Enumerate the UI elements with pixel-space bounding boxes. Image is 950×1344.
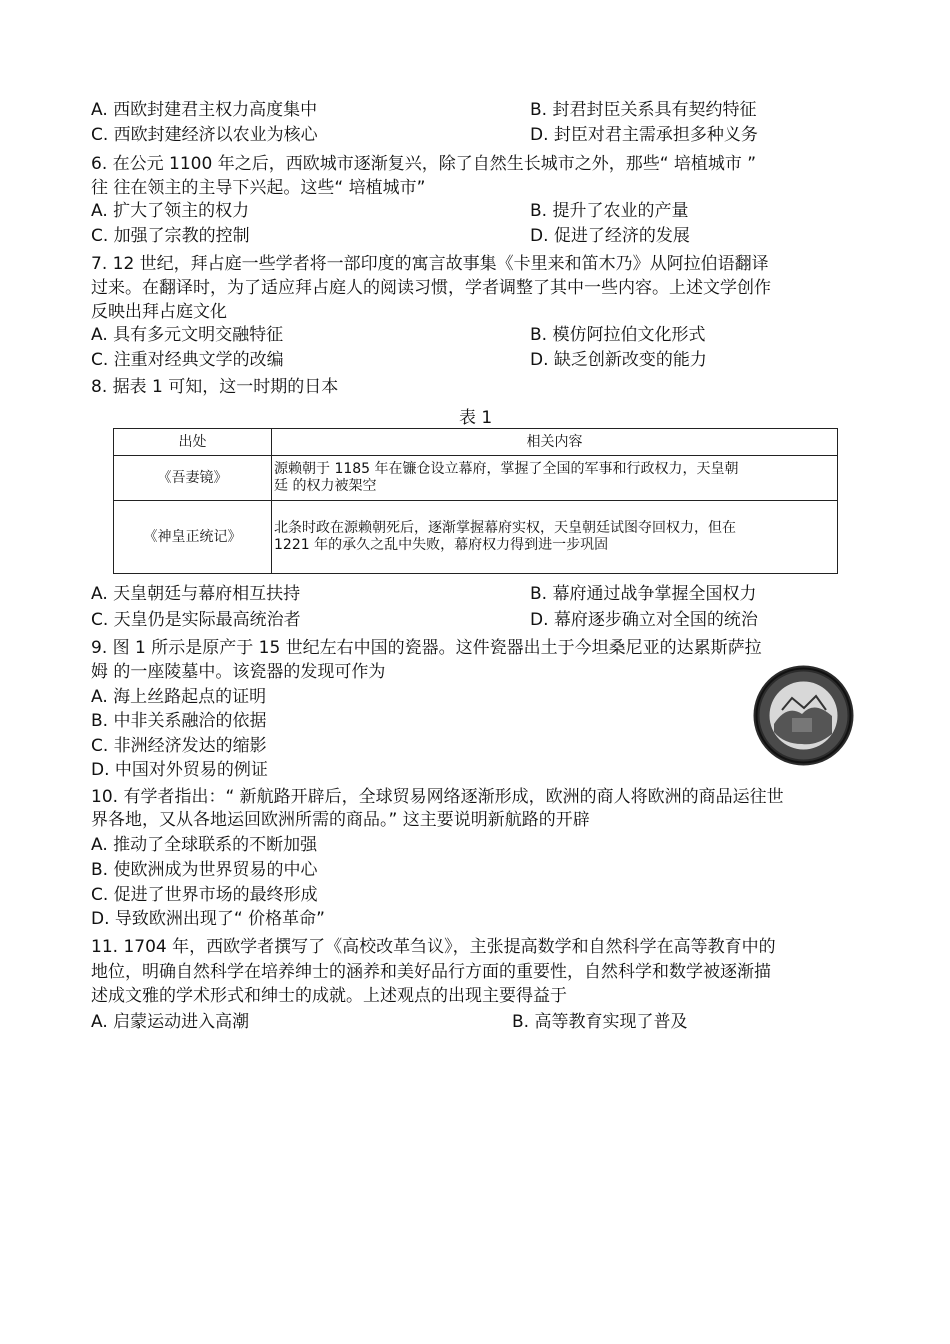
q5-option-b: B. 封君封臣关系具有契约特征 [530,100,757,120]
table-cell-content [272,456,838,501]
q7-option-b: B. 模仿阿拉伯文化形式 [530,325,706,345]
q8-option-a: A. 天皇朝廷与幕府相互扶持 [91,584,301,604]
q8-stem: 8. 据表 1 可知，这一时期的日本 [91,377,339,397]
q7-option-d: D. 缺乏创新改变的能力 [530,350,707,370]
porcelain-plate-image [752,664,855,767]
q11-stem-line2: 地位，明确自然科学在培养绅士的涵养和美好品行方面的重要性，自然科学和数学被逐渐描 [91,962,771,982]
q9-stem-line1: 9. 图 1 所示是原产于 15 世纪左右中国的瓷器。这件瓷器出土于今坦桑尼亚的达累斯萨拉 [91,638,762,658]
history-table [113,428,838,574]
table-cell-source: 《吾妻镜》 [114,456,272,501]
q9-option-b: B. 中非关系融洽的依据 [91,711,267,731]
q6-stem-line2: 往 往在领主的主导下兴起。这些“ 培植城市” [91,178,426,198]
q7-stem-line1: 7. 12 世纪，拜占庭一些学者将一部印度的寓言故事集《卡里来和笛木乃》从阿拉伯语翻译 [91,254,769,274]
q7-option-a: A. 具有多元文明交融特征 [91,325,284,345]
q10-option-c: C. 促进了世界市场的最终形成 [91,885,318,905]
q7-stem-line3: 反映出拜占庭文化 [91,302,227,322]
table-caption: 表 1 [459,408,493,428]
q10-option-b: B. 使欧洲成为世界贸易的中心 [91,860,318,880]
q9-option-d: D. 中国对外贸易的例证 [91,760,268,780]
q7-stem-line2: 过来。在翻译时，为了适应拜占庭人的阅读习惯，学者调整了其中一些内容。上述文学创作 [91,278,771,298]
q8-option-d: D. 幕府逐步确立对全国的统治 [530,610,758,630]
q10-option-d: D. 导致欧洲出现了“ 价格革命” [91,909,325,929]
q11-stem-line3: 述成文雅的学术形式和绅士的成就。上述观点的出现主要得益于 [91,986,567,1006]
q6-option-b: B. 提升了农业的产量 [530,201,689,221]
table-cell-content-line: 北条时政在源赖朝死后，逐渐掌握幕府实权，天皇朝廷试图夺回权力，但在 [274,520,736,536]
q8-option-b: B. 幕府通过战争掌握全国权力 [530,584,757,604]
q6-option-d: D. 促进了经济的发展 [530,226,690,246]
table-cell-content-line: 廷 的权力被架空 [274,478,377,494]
q5-option-a: A. 西欧封建君主权力高度集中 [91,100,318,120]
q10-stem-line2: 界各地，又从各地运回欧洲所需的商品。” 这主要说明新航路的开辟 [91,810,590,830]
table-row [114,501,838,574]
table-header-source: 出处 [114,429,272,456]
q6-option-c: C. 加强了宗教的控制 [91,226,250,246]
q6-stem-line1: 6. 在公元 1100 年之后，西欧城市逐渐复兴，除了自然生长城市之外，那些“ 培植城市 ” [91,154,757,174]
table-header-content: 相关内容 [272,429,838,456]
q9-stem-line2: 姆 的一座陵墓中。该瓷器的发现可作为 [91,662,386,682]
q7-option-c: C. 注重对经典文学的改编 [91,350,284,370]
q9-option-a: A. 海上丝路起点的证明 [91,687,267,707]
table-cell-source: 《神皇正统记》 [114,501,272,574]
table-row [114,456,838,501]
q8-option-c: C. 天皇仍是实际最高统治者 [91,610,301,630]
table-cell-content-line: 1221 年的承久之乱中失败，幕府权力得到进一步巩固 [274,537,609,553]
q11-option-b: B. 高等教育实现了普及 [512,1012,688,1032]
table-cell-content [272,501,838,574]
q10-stem-line1: 10. 有学者指出：“ 新航路开辟后，全球贸易网络逐渐形成，欧洲的商人将欧洲的商品运往世 [91,787,784,807]
q5-option-d: D. 封臣对君主需承担多种义务 [530,125,758,145]
table-cell-content-line: 源赖朝于 1185 年在镰仓设立幕府，掌握了全国的军事和行政权力，天皇朝 [274,461,739,477]
q6-option-a: A. 扩大了领主的权力 [91,201,250,221]
q11-option-a: A. 启蒙运动进入高潮 [91,1012,250,1032]
q10-option-a: A. 推动了全球联系的不断加强 [91,835,318,855]
q9-option-c: C. 非洲经济发达的缩影 [91,736,267,756]
q5-option-c: C. 西欧封建经济以农业为核心 [91,125,318,145]
q11-stem-line1: 11. 1704 年，西欧学者撰写了《高校改革刍议》，主张提高数学和自然科学在高等教育中的 [91,937,776,957]
